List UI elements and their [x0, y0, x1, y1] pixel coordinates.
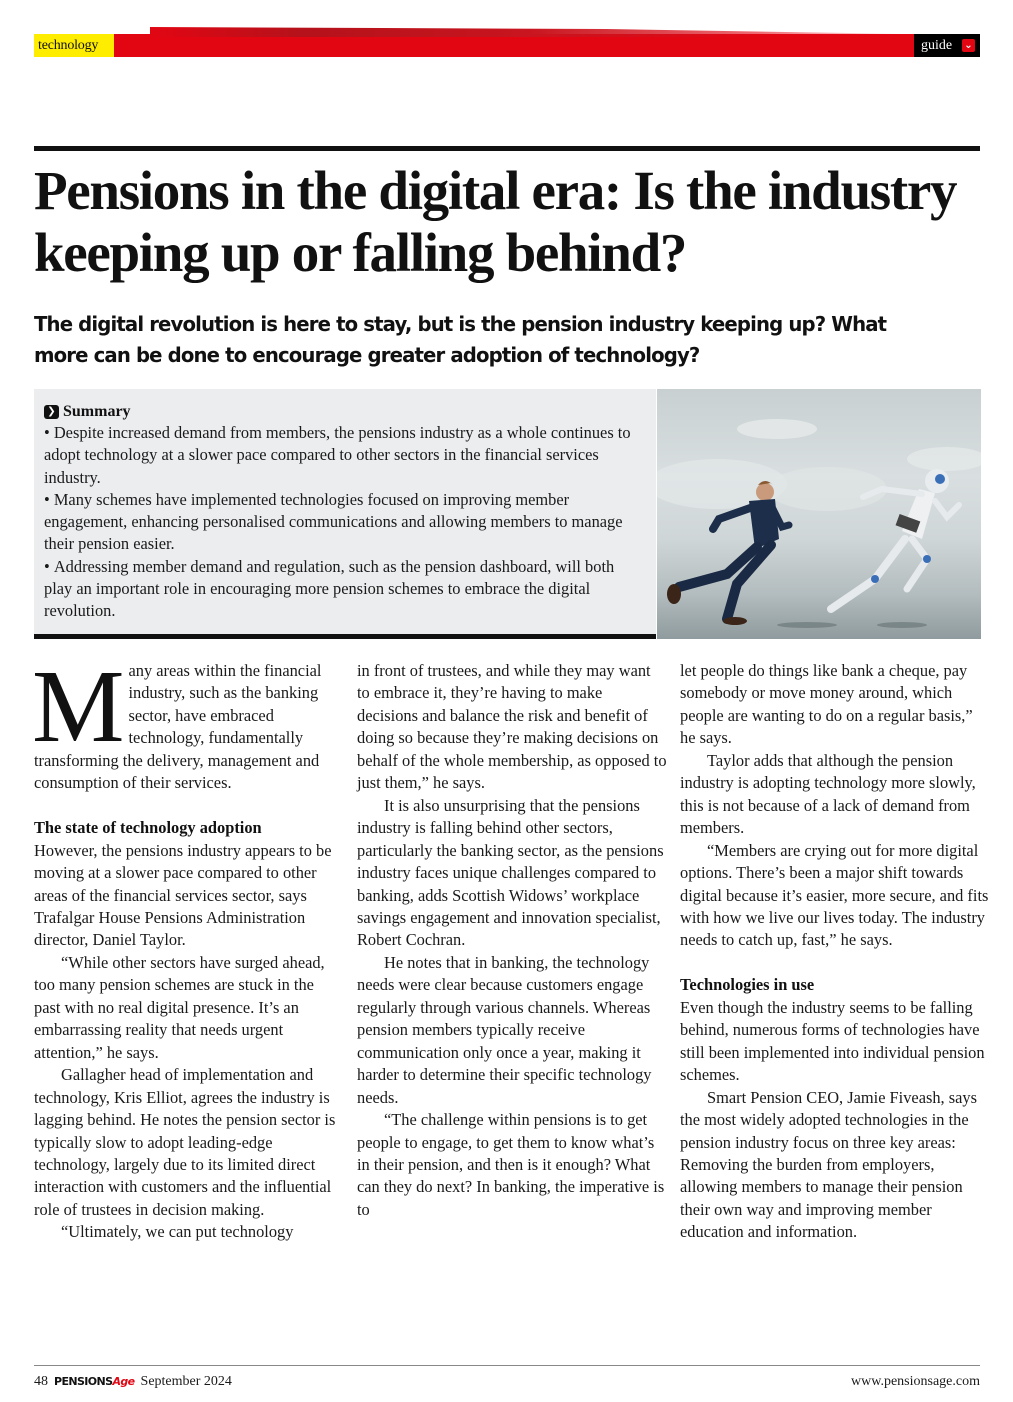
summary-heading-label: Summary: [63, 403, 131, 420]
chevron-down-icon: ⌄: [962, 39, 975, 52]
section-banner: [34, 34, 980, 57]
subheading-technologies-in-use: Technologies in use: [680, 975, 815, 995]
body-paragraph: in front of trustees, and while they may want to embrace it, they’re having to make decisions and balance the risk and benefit of doing so because they’re making decisions on behalf of the whole membership, as opposed to just them,” he says.: [357, 661, 667, 793]
man-racing-robot-illustration: [657, 389, 981, 639]
body-paragraph: let people do things like bank a cheque, pay somebody or move money around, which people are wanting to do on a regular basis,” he says.: [680, 661, 973, 748]
summary-item: • Many schemes have implemented technologies focused on improving member engagement, enhancing personalised communications and allowing members to manage their pension easier.: [44, 489, 646, 556]
banner-swoosh: [150, 27, 910, 37]
body-paragraph: “The challenge within pensions is to get people to engage, to get them to know what’s in their pension, and then is it enough? What can they do next? In banking, the imperative is to: [357, 1110, 665, 1219]
body-paragraph: He notes that in banking, the technology needs were clear because customers engage regularly through various channels. Whereas pension members typically receive communication only once a year, making it harder to determine their specific technology needs.: [357, 952, 652, 1107]
summary-item: • Despite increased demand from members, the pensions industry as a whole continues to adopt technology at a slower pace compared to other sectors in the financial services industry.: [44, 422, 646, 489]
body-paragraph: However, the pensions industry appears to be moving at a slower pace compared to other areas of the financial services sector, says Trafalgar House Pensions Administration director, Daniel Taylor.: [34, 840, 332, 950]
body-paragraph: “Members are crying out for more digital options. There’s been a major shift towards digital because it’s easier, more secure, and fits with how we live our lives today. The industry needs to catch up, fast,” he says.: [680, 840, 989, 950]
summary-list: [44, 422, 646, 623]
guide-tag: [914, 34, 980, 57]
summary-box: [34, 389, 656, 634]
hero-image: [657, 389, 981, 639]
section-tag: technology: [34, 34, 114, 57]
issue-date: September 2024: [140, 1374, 232, 1389]
website-url[interactable]: www.pensionsage.com: [851, 1374, 980, 1389]
headline-rule: [34, 146, 980, 151]
body-paragraph: Gallagher head of implementation and technology, Kris Elliot, agrees the industry is lagging behind. He notes the pension sector is typically slow to adopt leading-edge technology, largely due to its limited direct interaction with customers and the influential role of trustees in decision making.: [34, 1065, 336, 1219]
body-column-3: [680, 660, 990, 1244]
headline: Pensions in the digital era: Is the industry keeping up or falling behind?: [34, 160, 957, 283]
page-number: 48: [34, 1374, 48, 1389]
body-paragraph: “Ultimately, we can put technology: [61, 1222, 294, 1242]
drop-cap: M: [32, 649, 125, 764]
footer-left: [34, 1373, 232, 1391]
summary-heading: [44, 402, 646, 422]
body-column-2: [357, 660, 667, 1221]
summary-item: • Addressing member demand and regulation, such as the pension dashboard, will both play an important role in encouraging more pension schemes to embrace the digital revolution.: [44, 556, 646, 623]
chevron-right-icon: ❯: [44, 405, 59, 419]
brand-logo: PENSIONSAge: [54, 1375, 135, 1388]
footer-rule: [34, 1365, 980, 1366]
summary-rule: [34, 634, 656, 639]
body-paragraph: Even though the industry seems to be falling behind, numerous forms of technologies have still been implemented into individual pension schemes.: [680, 997, 985, 1085]
standfirst: The digital revolution is here to stay, but is the pension industry keeping up? What more can be done to encourage greater adoption of technology?: [34, 312, 887, 367]
body-paragraph: It is also unsurprising that the pensions industry is falling behind other sectors, particularly the banking sector, as the pensions industry faces unique challenges compared to banking, adds Scottish Widows’ workplace savings engagement and innovation specialist, Robert Cochran.: [357, 795, 664, 950]
subheading-state-of-adoption: The state of technology adoption: [34, 818, 262, 838]
guide-label: guide: [921, 38, 953, 53]
body-paragraph: Taylor adds that although the pension industry is adopting technology more slowly, this is not because of a lack of demand from members.: [680, 750, 976, 838]
body-paragraph: “While other sectors have surged ahead, too many pension schemes are stuck in the past with no real digital presence. It’s an embarrassing reality that needs urgent attention,” he says.: [34, 952, 325, 1062]
body-paragraph: Smart Pension CEO, Jamie Fiveash, says the most widely adopted technologies in the pension industry focus on three key areas: Removing the burden from employers, allowing members to manage their pension their own way and improving member education and information.: [680, 1087, 977, 1242]
body-column-1: [32, 649, 339, 1244]
intro-paragraph: Many areas within the financial industry, such as the banking sector, have embraced technology, fundamentally transforming the delivery, management and consumption of their services.: [32, 649, 322, 793]
